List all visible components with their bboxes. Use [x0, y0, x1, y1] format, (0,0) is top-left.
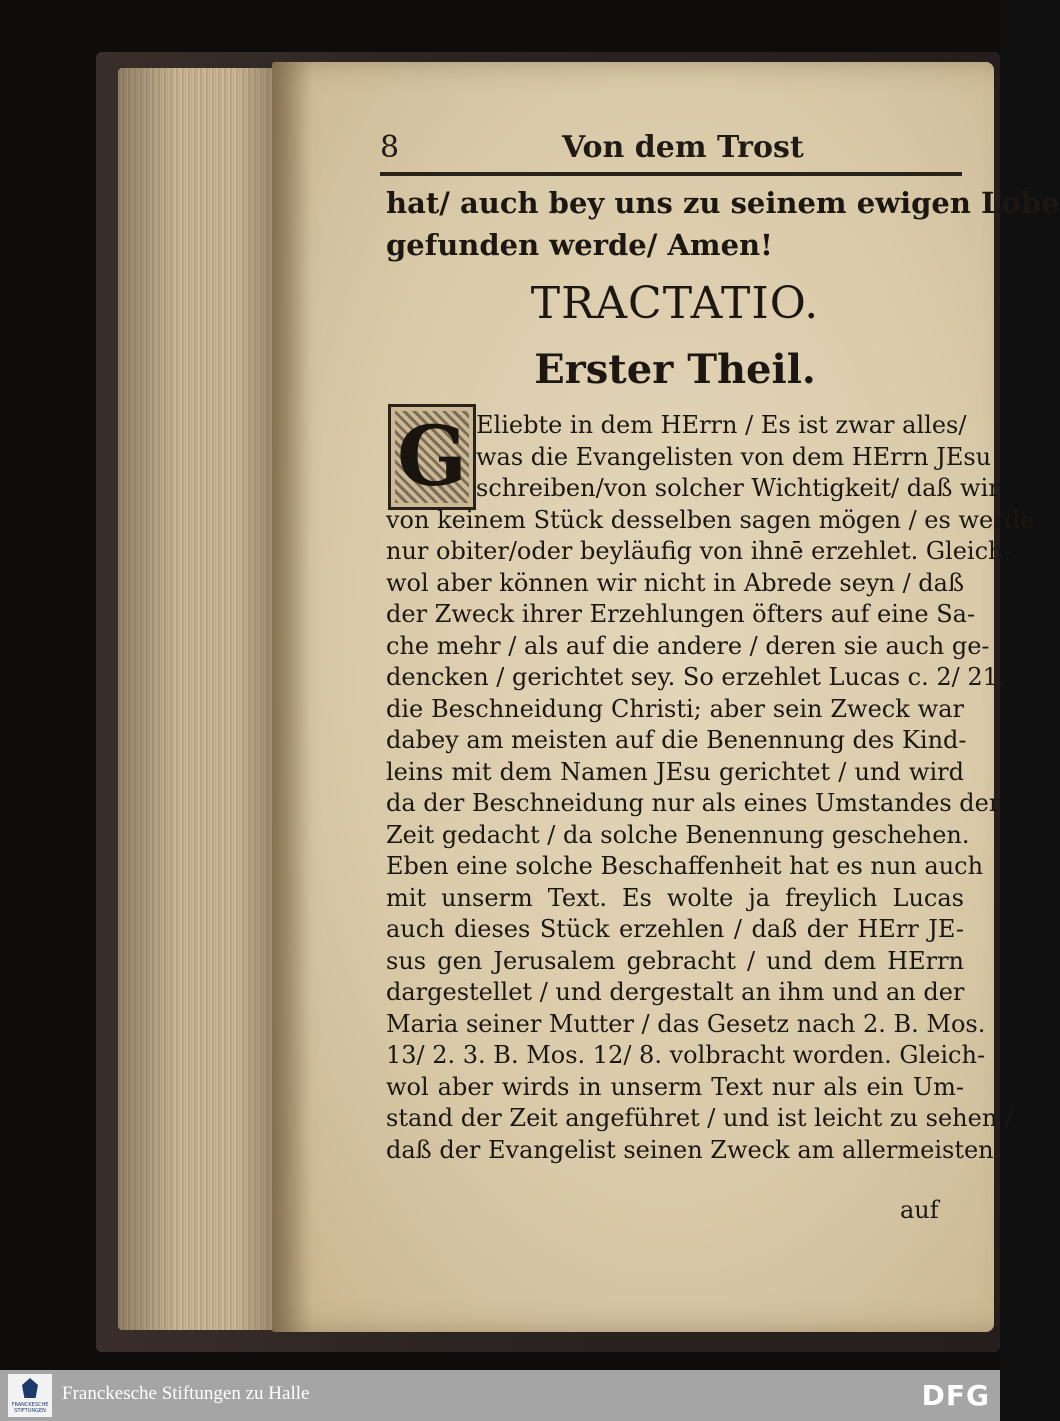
opening-line: hat/ auch bey uns zu seinem ewigen Lobe [386, 186, 1060, 220]
text-line: nur obiter/oder beyläufig von ihnē erzehlet. Gleich- [386, 537, 1012, 565]
running-head [380, 126, 962, 170]
heading-german: Erster Theil. [534, 346, 816, 393]
text-line: da der Beschneidung nur als eines Umstandes der [386, 789, 1001, 817]
text-line: dencken / gerichtet sey. So erzehlet Lucas c. 2/ 21. [386, 663, 1006, 691]
text-line: die Beschneidung Christi; aber sein Zweck war [386, 694, 964, 723]
dfg-logo[interactable]: DFG [921, 1379, 990, 1412]
text-line: sus gen Jerusalem gebracht / und dem HErrn [386, 946, 964, 975]
text-line: che mehr / als auf die andere / deren sie auch ge- [386, 631, 990, 660]
text-line: mit unserm Text. Es wolte ja freylich Lucas [386, 883, 964, 912]
heading-latin: TRACTATIO. [530, 278, 820, 329]
institution-logo[interactable] [8, 1374, 52, 1417]
viewer-footer [0, 1370, 1000, 1421]
text-line: von keinem Stück desselben sagen mögen / es werde [386, 505, 1035, 534]
page-number: 8 [380, 130, 400, 165]
text-line: wol aber können wir nicht in Abrede seyn / daß [386, 568, 965, 597]
initial-letter: G [396, 409, 468, 505]
text-line: auch dieses Stück erzehlen / daß der HErr JE- [386, 915, 964, 943]
opening-text [386, 182, 1060, 266]
text-line: dabey am meisten auf die Benennung des Kind- [386, 726, 967, 754]
institution-name[interactable]: Franckesche Stiftungen zu Halle [62, 1383, 310, 1404]
text-line: Eben eine solche Beschaffenheit hat es nun auch [386, 852, 984, 880]
text-line: daß der Evangelist seinen Zweck am allermeisten [386, 1135, 994, 1164]
paragraph [386, 410, 1035, 1166]
text-line: der Zweck ihrer Erzehlungen öfters auf eine Sa- [386, 600, 976, 628]
text-line: 13/ 2. 3. B. Mos. 12/ 8. volbracht worden. Gleich- [386, 1041, 986, 1069]
catchword: auf [900, 1196, 939, 1224]
page-edges [118, 68, 288, 1330]
text-line: Zeit gedacht / da solche Benennung geschehen. [386, 820, 970, 849]
text-line: leins mit dem Namen JEsu gerichtet / und wird [386, 757, 964, 786]
opening-line: gefunden werde/ Amen! [386, 228, 773, 262]
text-line: wol aber wirds in unserm Text nur als ein Um- [386, 1072, 964, 1101]
logo-text: FRANCKESCHE STIFTUNGEN [11, 1402, 49, 1414]
text-line: was die Evangelisten von dem HErrn JEsu [476, 442, 992, 471]
running-title: Von dem Trost [562, 130, 804, 165]
text-line: dargestellet / und dergestalt an ihm und an der [386, 978, 965, 1006]
text-line: stand der Zeit angeführet / und ist leicht zu sehen / [386, 1104, 1013, 1132]
header-rule [380, 172, 962, 176]
text-line: schreiben/von solcher Wichtigkeit/ daß wir [476, 474, 1000, 502]
text-line: Eliebte in dem HErrn / Es ist zwar alles/ [476, 411, 967, 439]
text-line: Maria seiner Mutter / das Gesetz nach 2. B. Mos. [386, 1009, 986, 1038]
crest-icon [22, 1378, 38, 1398]
